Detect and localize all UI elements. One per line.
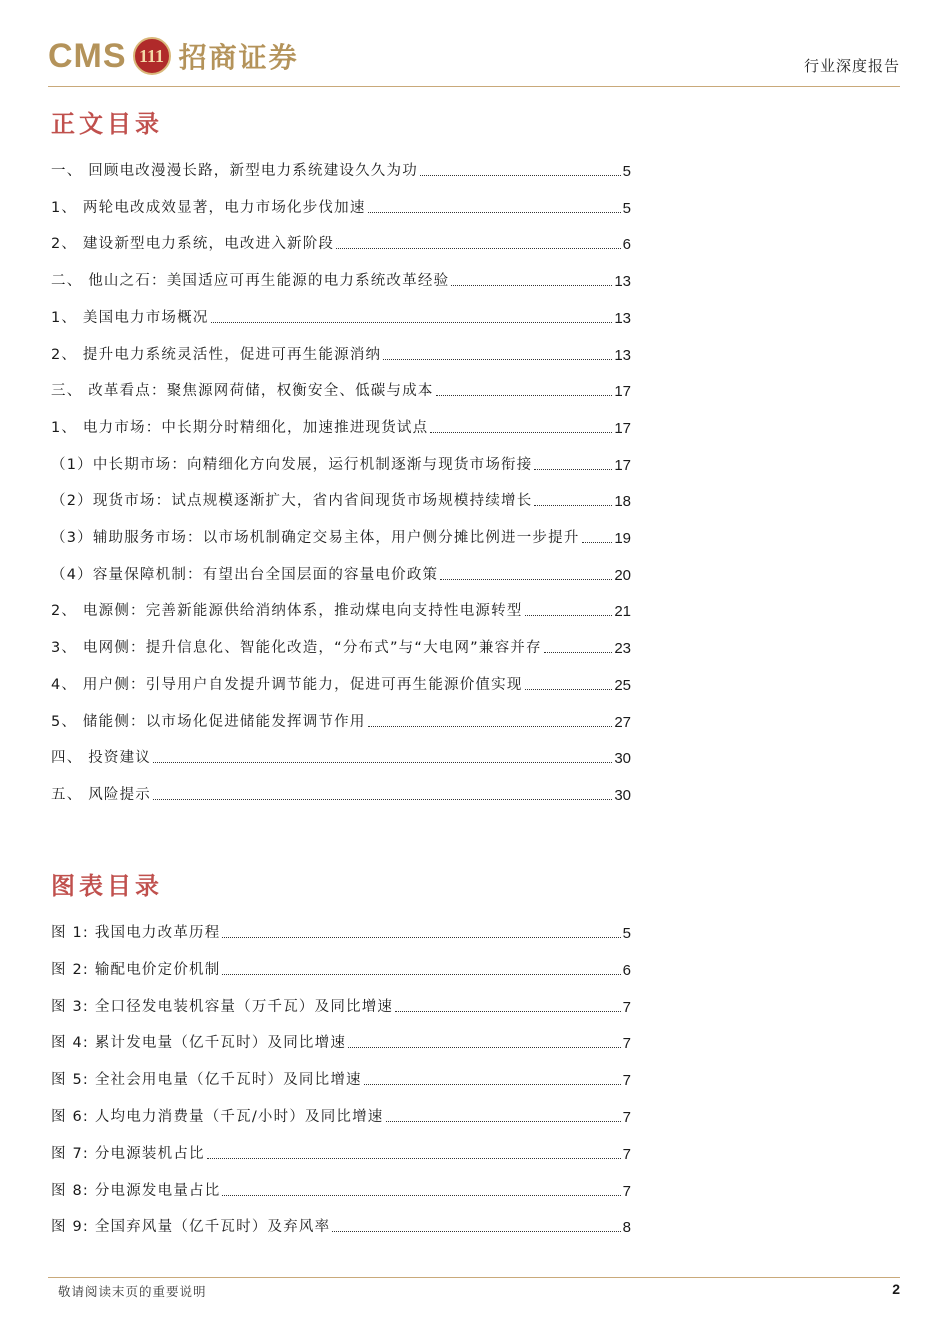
toc-entry-page: 7 <box>622 1145 631 1163</box>
footer-divider <box>48 1277 900 1278</box>
logo-badge-icon: 111 <box>133 37 171 75</box>
toc-entry-page: 17 <box>614 419 631 437</box>
toc-entry-label: 图 8: 分电源发电量占比 <box>51 1182 221 1199</box>
toc-entry-label: 图 6: 人均电力消费量（千瓦/小时）及同比增速 <box>51 1109 384 1125</box>
toc-entry-page: 30 <box>614 750 631 768</box>
toc-entry-label: 1、 电力市场：中长期分时精细化，加速推进现货试点 <box>51 419 429 436</box>
toc-entry-page: 7 <box>622 1035 631 1053</box>
footer-disclaimer: 敬请阅读末页的重要说明 <box>58 1284 207 1299</box>
cms-logo <box>48 34 299 78</box>
toc-entry-label: （1）中长期市场：向精细化方向发展，运行机制逐渐与现货市场衔接 <box>51 456 533 473</box>
toc-entry-label: 1、 两轮电改成效显著，电力市场化步伐加速 <box>51 199 366 216</box>
dot-leader <box>440 579 612 580</box>
toc-entry-label: 四、 投资建议 <box>51 750 152 767</box>
toc-entry-page: 5 <box>622 163 631 180</box>
figure-entry[interactable] <box>51 1216 631 1236</box>
figure-entry[interactable] <box>51 959 631 979</box>
toc-entry-page: 5 <box>622 925 631 942</box>
figure-entry[interactable] <box>51 1143 631 1163</box>
figure-entry[interactable] <box>51 922 631 942</box>
toc-entry-label: 一、 回顾电改漫漫长路，新型电力系统建设久久为功 <box>51 163 418 179</box>
toc-entry-page: 6 <box>622 236 631 254</box>
toc-entry[interactable] <box>51 417 631 437</box>
toc-entry-label: （2）现货市场：试点规模逐渐扩大，省内省间现货市场规模持续增长 <box>51 493 533 510</box>
toc-entry[interactable] <box>51 270 631 290</box>
contents-title: 正文目录 <box>51 110 163 138</box>
toc-entry-label: 五、 风险提示 <box>51 786 152 803</box>
toc-entry-page: 20 <box>614 566 631 584</box>
toc-entry-page: 18 <box>614 493 631 511</box>
figure-entry[interactable] <box>51 1106 631 1126</box>
dot-leader <box>534 505 612 506</box>
toc-entry[interactable] <box>51 600 631 620</box>
report-type: 行业深度报告 <box>803 57 900 75</box>
dot-leader <box>534 469 612 470</box>
toc-entry[interactable] <box>51 380 631 400</box>
toc-entry[interactable] <box>51 233 631 253</box>
toc-entry-page: 13 <box>614 273 631 291</box>
figure-entry[interactable] <box>51 996 631 1016</box>
toc-entry-page: 7 <box>622 1109 631 1126</box>
toc-entry-label: 图 1: 我国电力改革历程 <box>51 925 221 941</box>
dot-leader <box>582 542 613 543</box>
page-number: 2 <box>892 1281 900 1297</box>
figures-title: 图表目录 <box>51 872 163 900</box>
toc-entry[interactable] <box>51 344 631 364</box>
dot-leader <box>386 1121 621 1122</box>
toc-entry-page: 23 <box>614 640 631 658</box>
toc-entry[interactable] <box>51 564 631 584</box>
toc-entry-page: 21 <box>614 603 631 621</box>
dot-leader <box>436 395 613 396</box>
toc-entry[interactable] <box>51 160 631 180</box>
dot-leader <box>222 974 620 975</box>
toc-entry-page: 27 <box>614 713 631 731</box>
toc-entry-label: 图 7: 分电源装机占比 <box>51 1145 205 1162</box>
dot-leader <box>211 322 613 323</box>
toc-entry-label: 图 2: 输配电价定价机制 <box>51 961 221 978</box>
toc-entry-page: 17 <box>614 383 631 401</box>
dot-leader <box>364 1084 621 1085</box>
logo-company-name: 招商证券 <box>178 41 299 74</box>
dot-leader <box>383 359 612 360</box>
toc-entry-page: 17 <box>614 456 631 474</box>
toc-entry-page: 8 <box>622 1219 631 1237</box>
page-header <box>48 30 900 86</box>
toc-entry-label: （4）容量保障机制：有望出台全国层面的容量电价政策 <box>51 566 439 583</box>
dot-leader <box>395 1011 621 1012</box>
toc-entry-page: 7 <box>622 998 631 1016</box>
logo-cms-text: CMS <box>48 36 127 75</box>
dot-leader <box>207 1158 621 1159</box>
toc-entry-label: 4、 用户侧：引导用户自发提升调节能力，促进可再生能源价值实现 <box>51 676 523 693</box>
toc-entry-label: 2、 提升电力系统灵活性，促进可再生能源消纳 <box>51 346 382 363</box>
dot-leader <box>222 1195 620 1196</box>
dot-leader <box>368 212 621 213</box>
dot-leader <box>525 615 613 616</box>
toc-entry-page: 19 <box>614 530 631 547</box>
toc-entry-page: 13 <box>614 309 631 327</box>
toc-entry-label: 3、 电网侧：提升信息化、智能化改造，“分布式”与“大电网”兼容并存 <box>51 640 542 657</box>
toc-entry[interactable] <box>51 454 631 474</box>
toc-entry[interactable] <box>51 711 631 731</box>
toc-entry-page: 5 <box>622 199 631 217</box>
dot-leader <box>544 652 613 653</box>
toc-entry-label: 三、 改革看点：聚焦源网荷储，权衡安全、低碳与成本 <box>51 383 434 400</box>
dot-leader <box>348 1047 621 1048</box>
toc-entry-label: 二、 他山之石：美国适应可再生能源的电力系统改革经验 <box>51 273 450 290</box>
dot-leader <box>222 937 620 938</box>
toc-entry-page: 7 <box>622 1182 631 1200</box>
dot-leader <box>368 726 613 727</box>
toc-entry-label: （3）辅助服务市场：以市场机制确定交易主体，用户侧分摊比例进一步提升 <box>51 530 580 546</box>
toc-entry[interactable] <box>51 784 631 804</box>
header-divider <box>48 86 900 87</box>
toc-entry-label: 图 9: 全国弃风量（亿千瓦时）及弃风率 <box>51 1219 331 1236</box>
toc-entry[interactable] <box>51 527 631 547</box>
toc-entry-label: 2、 建设新型电力系统，电改进入新阶段 <box>51 236 335 253</box>
dot-leader <box>153 799 612 800</box>
toc-entry[interactable] <box>51 490 631 510</box>
toc-entry-label: 图 3: 全口径发电装机容量（万千瓦）及同比增速 <box>51 998 394 1015</box>
dot-leader <box>336 248 621 249</box>
toc-entry[interactable] <box>51 637 631 657</box>
toc-entry-page: 7 <box>622 1072 631 1090</box>
toc-entry[interactable] <box>51 674 631 694</box>
toc-entry-label: 2、 电源侧：完善新能源供给消纳体系，推动煤电向支持性电源转型 <box>51 603 523 620</box>
dot-leader <box>451 285 612 286</box>
figure-entry[interactable] <box>51 1032 631 1052</box>
toc-entry[interactable] <box>51 747 631 767</box>
dot-leader <box>420 175 621 176</box>
toc-entry-label: 图 5: 全社会用电量（亿千瓦时）及同比增速 <box>51 1072 362 1089</box>
dot-leader <box>525 689 613 690</box>
toc-entry-page: 25 <box>614 676 631 694</box>
toc-entry-label: 图 4: 累计发电量（亿千瓦时）及同比增速 <box>51 1035 347 1052</box>
toc-entry-label: 5、 储能侧：以市场化促进储能发挥调节作用 <box>51 713 366 730</box>
toc-entry[interactable] <box>51 197 631 217</box>
toc-entry-page: 30 <box>614 786 631 804</box>
toc-entry-page: 13 <box>614 346 631 364</box>
toc-entry-page: 6 <box>622 961 631 979</box>
dot-leader <box>153 762 612 763</box>
figure-entry[interactable] <box>51 1180 631 1200</box>
dot-leader <box>430 432 612 433</box>
figure-entry[interactable] <box>51 1069 631 1089</box>
dot-leader <box>332 1231 620 1232</box>
toc-entry-label: 1、 美国电力市场概况 <box>51 309 209 326</box>
toc-entry[interactable] <box>51 307 631 327</box>
